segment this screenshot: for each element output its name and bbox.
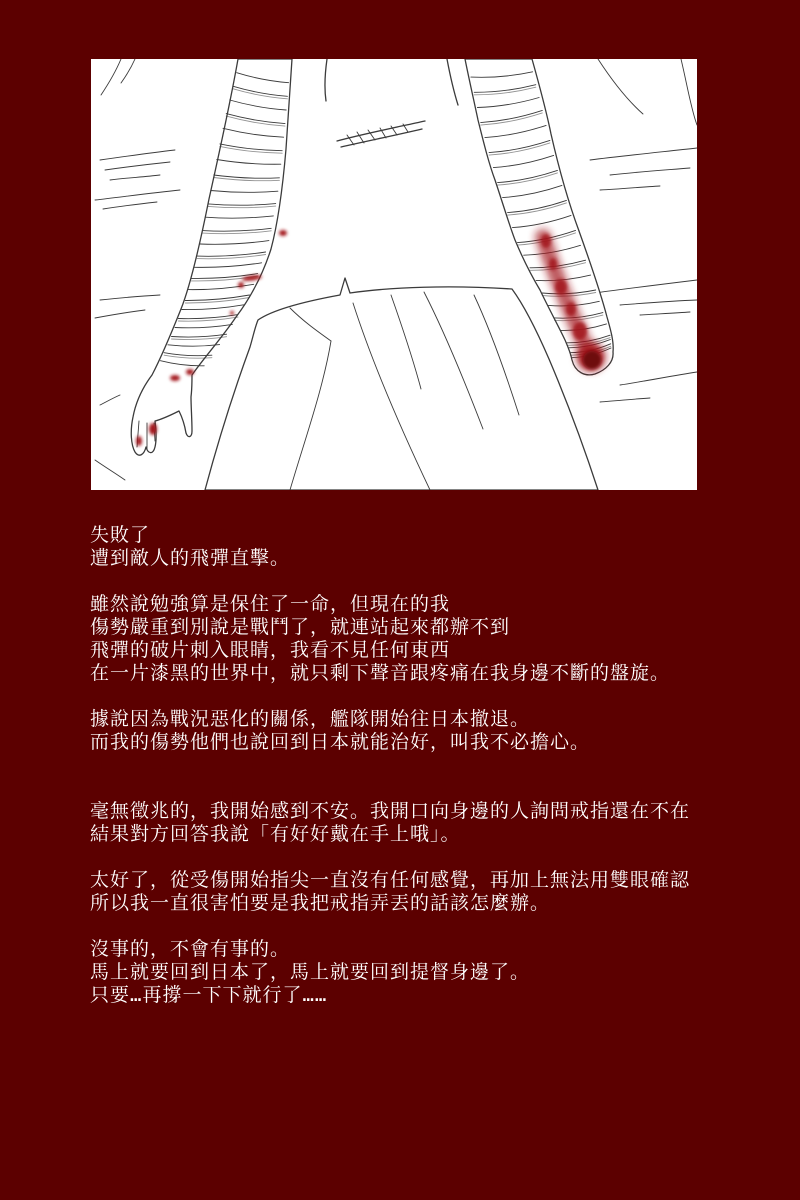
- paragraph-3: [90, 708, 790, 754]
- paragraph-5: [90, 869, 790, 915]
- illustration-panel: [91, 59, 697, 490]
- story-line: 而我的傷勢他們也說回到日本就能治好，叫我不必擔心。: [90, 731, 591, 753]
- story-line: 飛彈的破片刺入眼睛，我看不見任何東西: [90, 639, 451, 661]
- story-line: 結果對方回答我說「有好好戴在手上哦」。: [90, 823, 461, 845]
- story-line: 失敗了: [90, 524, 151, 546]
- story-line: 雖然說勉強算是保住了一命，但現在的我: [90, 593, 451, 615]
- story-line: 據說因為戰況惡化的關係，艦隊開始往日本撤退。: [90, 708, 531, 730]
- story-line: 只要…再撐一下下就行了……: [90, 984, 328, 1006]
- story-text: [90, 524, 790, 1007]
- story-line: 所以我一直很害怕要是我把戒指弄丟的話該怎麼辦。: [90, 892, 551, 914]
- paragraph-1: [90, 524, 790, 570]
- story-line: 太好了，從受傷開始指尖一直沒有任何感覺，再加上無法用雙眼確認: [90, 869, 691, 891]
- story-line: 沒事的，不會有事的。: [90, 938, 291, 960]
- story-line: 遭到敵人的飛彈直擊。: [90, 547, 291, 569]
- story-line: 毫無徵兆的，我開始感到不安。我開口向身邊的人詢問戒指還在不在: [90, 800, 691, 822]
- story-line: 傷勢嚴重到別說是戰鬥了，就連站起來都辦不到: [90, 616, 511, 638]
- story-line: 馬上就要回到日本了，馬上就要回到提督身邊了。: [90, 961, 531, 983]
- illustration-svg: [91, 59, 697, 490]
- paragraph-6: [90, 938, 790, 1007]
- story-line: 在一片漆黑的世界中，就只剩下聲音跟疼痛在我身邊不斷的盤旋。: [90, 662, 671, 684]
- paragraph-4: [90, 800, 790, 846]
- paragraph-2: [90, 593, 790, 685]
